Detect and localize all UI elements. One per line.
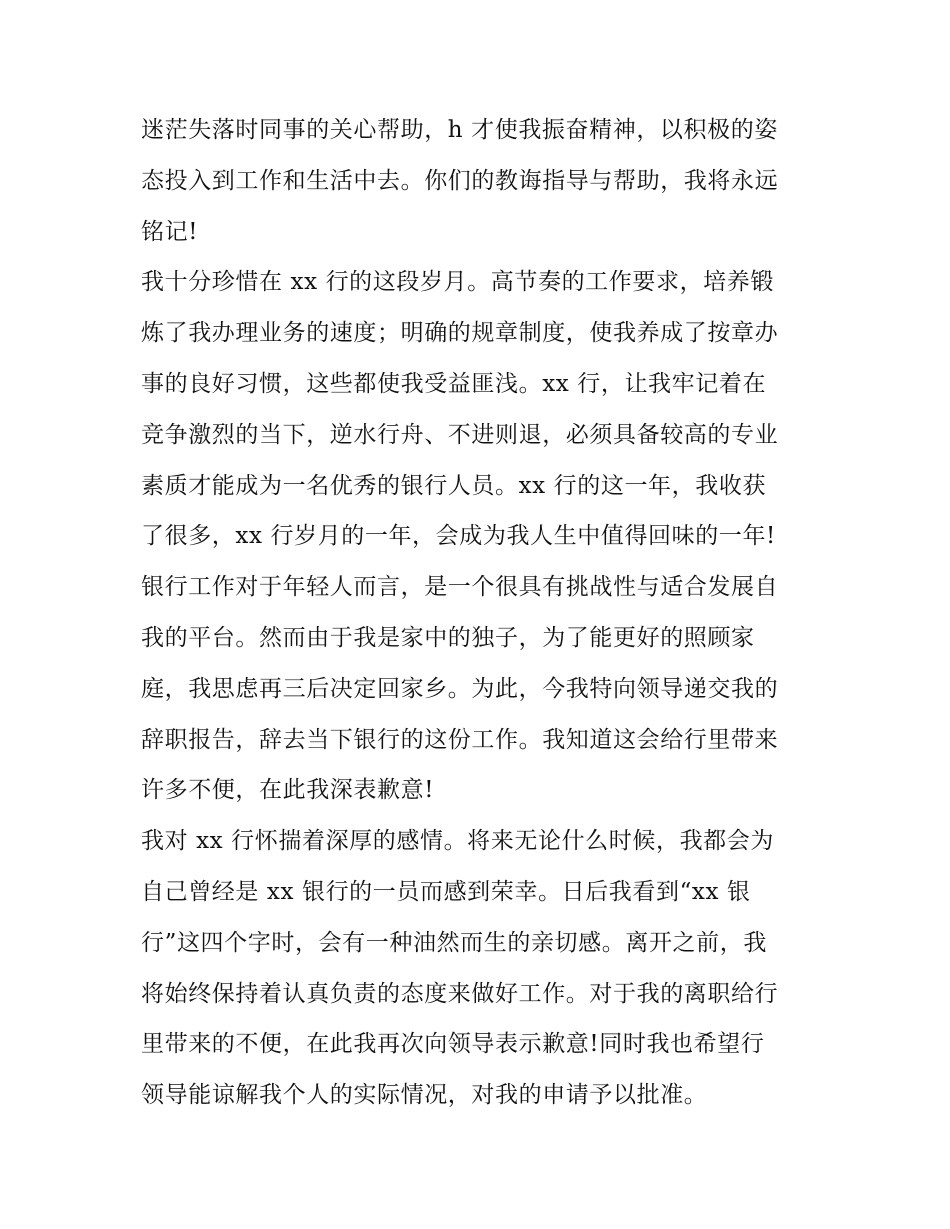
text-line: 素质才能成为一名优秀的银行人员。xx 行的这一年，我收获 <box>141 472 767 499</box>
text-line: 我对 xx 行怀揣着深厚的感情。将来无论什么时候，我都会为 <box>141 828 774 855</box>
text-line: 自己曾经是 xx 银行的一员而感到荣幸。日后我看到“xx 银 <box>141 878 751 905</box>
text-line: 竞争激烈的当下，逆水行舟、不进则退，必须具备较高的专业 <box>141 421 779 448</box>
text-line: 我十分珍惜在 xx 行的这段岁月。高节奏的工作要求，培养锻 <box>141 269 774 296</box>
text-line: 庭，我思虑再三后决定回家乡。为此，今我特向领导递交我的 <box>141 675 779 702</box>
text-line: 许多不便，在此我深表歉意! <box>141 777 435 804</box>
body-text <box>141 105 831 1121</box>
text-line: 里带来的不便，在此我再次向领导表示歉意!同时我也希望行 <box>141 1031 765 1058</box>
text-line: 将始终保持着认真负责的态度来做好工作。对于我的离职给行 <box>141 980 779 1007</box>
text-line: 辞职报告，辞去当下银行的这份工作。我知道这会给行里带来 <box>141 726 779 753</box>
text-line: 炼了我办理业务的速度；明确的规章制度，使我养成了按章办 <box>141 320 779 347</box>
text-line: 迷茫失落时同事的关心帮助，h 才使我振奋精神，以积极的姿 <box>141 117 778 143</box>
text-line: 银行工作对于年轻人而言，是一个很具有挑战性与适合发展自 <box>141 574 779 601</box>
text-line: 铭记! <box>141 218 199 245</box>
text-line: 了很多，xx 行岁月的一年，会成为我人生中值得回味的一年! <box>141 523 776 550</box>
text-line: 事的良好习惯，这些都使我受益匪浅。xx 行，让我牢记着在 <box>141 370 767 397</box>
text-line: 领导能谅解我个人的实际情况，对我的申请予以批准。 <box>141 1082 708 1109</box>
text-line: 我的平台。然而由于我是家中的独子，为了能更好的照顾家 <box>141 624 755 651</box>
text-line: 行”这四个字时，会有一种油然而生的亲切感。离开之前，我 <box>141 929 767 956</box>
text-line: 态投入到工作和生活中去。你们的教诲指导与帮助，我将永远 <box>141 167 779 194</box>
